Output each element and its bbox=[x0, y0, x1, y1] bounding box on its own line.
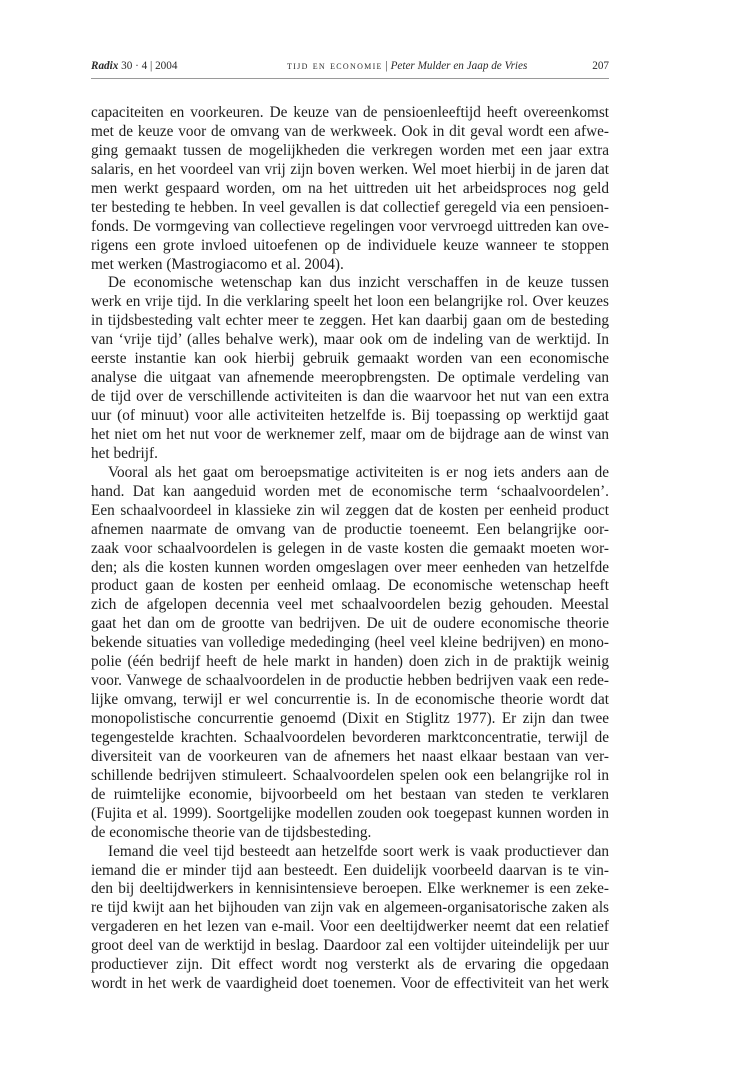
text-line: de economische theorie van de tijdsbesteding. bbox=[91, 823, 372, 841]
text-line: capaciteiten en voorkeuren. De keuze van de pensioenleeftijd heeft overeenkomst bbox=[91, 104, 609, 121]
text-line: ter besteding te hebben. In veel gevallen is dat collectief geregeld via een pensioen- bbox=[91, 198, 609, 216]
text-line: lijke omvang, terwijl er wel concurrentie is. In de economische theorie wordt dat bbox=[91, 691, 609, 709]
text-line: Iemand die veel tijd besteedt aan hetzelfde soort werk is vaak productiever dan bbox=[108, 842, 609, 860]
text-line: vergaderen en het lezen van e-mail. Voor een deeltijdwerker neemt dat een relatief bbox=[91, 918, 609, 936]
header-journal-info bbox=[91, 60, 177, 72]
text-line: (Fujita et al. 1999). Soortgelijke modellen zouden ook toegepast kunnen worden in bbox=[91, 804, 609, 822]
text-line: de ruimtelijke economie, bijvoorbeeld om het bestaan van steden te verklaren bbox=[91, 785, 609, 803]
text-line: gaat het dan om de grootte van bedrijven. De uit de oudere economische theorie bbox=[91, 615, 609, 633]
header-rule bbox=[91, 78, 609, 79]
text-line: het bedrijf. bbox=[91, 444, 158, 462]
article-authors: Peter Mulder en Jaap de Vries bbox=[390, 60, 528, 72]
text-line: polie (één bedrijf heeft de hele markt in handen) doen zich in de praktijk weinig bbox=[91, 653, 609, 671]
text-line: met werken (Mastrogiacomo et al. 2004). bbox=[91, 255, 344, 273]
text-line: bekende situaties van volledige mededinging (heel veel kleine bedrijven) en mono- bbox=[91, 634, 609, 652]
text-line: salaris, en het voordeel van vrij zijn boven werken. Wel moet hierbij in de jaren dat bbox=[91, 160, 609, 178]
header-separator: | bbox=[385, 60, 388, 72]
journal-name: Radix bbox=[91, 60, 119, 72]
text-line: eerste instantie kan ook hierbij gebruik gemaakt worden van een economische bbox=[91, 350, 609, 368]
text-line: den bij deeltijdwerkers in kennisintensieve beroepen. Elke werknemer is een zeke- bbox=[91, 880, 609, 898]
header-article-info bbox=[287, 60, 527, 72]
text-line: iemand die er minder tijd aan besteedt. Een duidelijk voorbeeld daarvan is te vin- bbox=[91, 861, 609, 879]
text-line: voor. Vanwege de schaalvoordelen in de productie hebben bedrijven vaak een rede- bbox=[91, 672, 609, 690]
body-text bbox=[91, 104, 609, 994]
section-title: tijd en economie bbox=[287, 60, 383, 72]
text-line: Een schaalvoordeel in klassieke zin wil zeggen dat de kosten per eenheid product bbox=[91, 501, 609, 519]
text-line: analyse die uitgaat van afnemende meeropbrengsten. De optimale verdeling van bbox=[91, 369, 609, 387]
text-line: schillende bedrijven stimuleert. Schaalvoordelen spelen ook een belangrijke rol in bbox=[91, 766, 609, 784]
text-line: van ‘vrije tijd’ (alles behalve werk), maar ook om de indeling van de werktijd. In bbox=[91, 331, 609, 349]
text-line: productiever zijn. Dit effect wordt nog versterkt als de ervaring die opgedaan bbox=[91, 956, 609, 974]
text-line: zich de afgelopen decennia veel met schaalvoordelen bezig gehouden. Meestal bbox=[91, 596, 609, 614]
text-line: ging gemaakt tussen de mogelijkheden die verkregen worden met een jaar extra bbox=[91, 141, 609, 159]
text-line: men werkt gespaard worden, om na het uittreden uit het arbeidsproces nog geld bbox=[91, 179, 609, 197]
running-header bbox=[91, 60, 609, 76]
text-line: het niet om het nut voor de werknemer zelf, maar om de bijdrage aan de winst van bbox=[91, 425, 609, 443]
text-line: hand. Dat kan aangeduid worden met de economische term ‘schaalvoordelen’. bbox=[91, 482, 609, 500]
text-line: wordt in het werk de vaardigheid doet toenemen. Voor de effectiviteit van het werk bbox=[91, 975, 609, 993]
text-line: De economische wetenschap kan dus inzicht verschaffen in de keuze tussen bbox=[108, 274, 609, 292]
text-line: rigens een grote invloed uitoefenen op de individuele keuze wanneer te stoppen bbox=[91, 236, 609, 254]
text-line: zaak voor schaalvoordelen is gelegen in de vaste kosten die gemaakt moeten wor- bbox=[91, 539, 609, 557]
page-number: 207 bbox=[592, 60, 609, 72]
issue-info: 30 · 4 | 2004 bbox=[121, 60, 178, 72]
text-line: afnemen naarmate de omvang van de productie toeneemt. Een belangrijke oor- bbox=[91, 520, 609, 538]
text-line: den; als die kosten kunnen worden omgeslagen over meer eenheden van hetzelfde bbox=[91, 558, 609, 576]
text-line: met de keuze voor de omvang van de werkweek. Ook in dit geval wordt een afwe- bbox=[91, 122, 609, 140]
text-line: fonds. De vormgeving van collectieve regelingen voor vervroegd uittreden kan ove- bbox=[91, 217, 609, 235]
text-line: werk en vrije tijd. In die verklaring speelt het loon een belangrijke rol. Over keuzes bbox=[91, 293, 609, 311]
text-line: diversiteit van de voorkeuren van de afnemers het naast elkaar bestaan van ver- bbox=[91, 747, 609, 765]
text-line: uur (of minuut) voor alle activiteiten hetzelfde is. Bij toepassing op werktijd gaat bbox=[91, 407, 609, 424]
text-line: monopolistische concurrentie genoemd (Dixit en Stiglitz 1977). Er zijn dan twee bbox=[91, 710, 609, 727]
text-line: product gaan de kosten per eenheid omlaag. De economische wetenschap heeft bbox=[91, 577, 609, 595]
text-line: Vooral als het gaat om beroepsmatige activiteiten is er nog iets anders aan de bbox=[108, 463, 609, 481]
text-line: de tijd over de verschillende activiteiten is dan die waarvoor het nut van een extra bbox=[91, 388, 609, 406]
text-line: groot deel van de werktijd in beslag. Daardoor zal een voltijder uiteindelijk per uur bbox=[91, 937, 609, 955]
text-line: tegengestelde krachten. Schaalvoordelen bevorderen marktconcentratie, terwijl de bbox=[91, 728, 609, 746]
text-line: in tijdsbesteding valt echter meer te zeggen. Het kan daarbij gaan om de besteding bbox=[91, 312, 609, 330]
text-line: re tijd kwijt aan het bijhouden van zijn vak en algemeen-organisatorische zaken als bbox=[91, 899, 609, 917]
